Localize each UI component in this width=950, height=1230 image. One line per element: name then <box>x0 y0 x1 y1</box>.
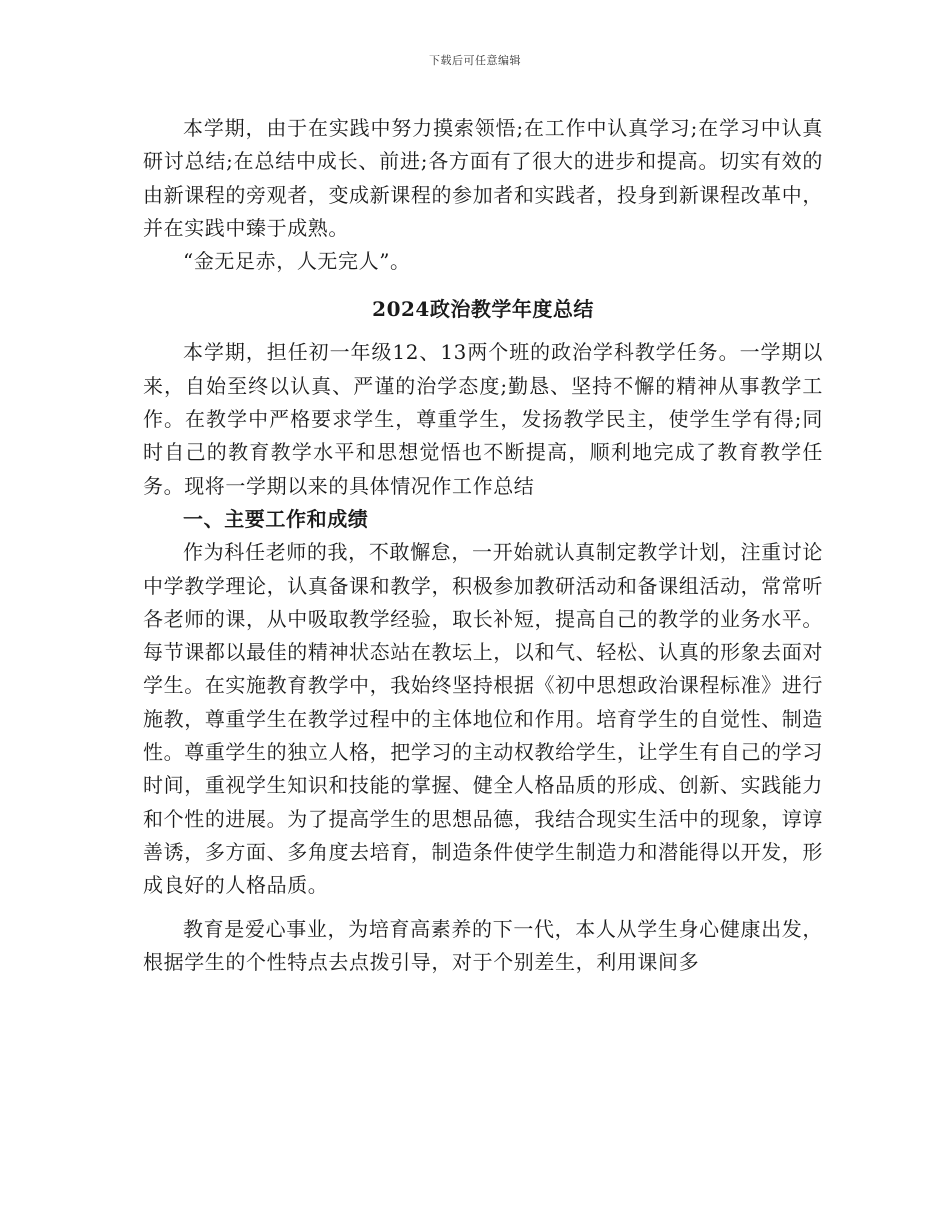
intro-paragraph: 本学期，由于在实践中努力摸索领悟;在工作中认真学习;在学习中认真研讨总结;在总结中成长、前进;各方面有了很大的进步和提高。切实有效的由新课程的旁观者，变成新课程的参加者和实践者，投身到新课程改革中，并在实践中臻于成熟。 <box>143 116 823 240</box>
quote-line: “金无足赤，人无完人”。 <box>183 249 411 274</box>
document-body <box>143 112 823 979</box>
download-note: 下载后可任意编辑 <box>429 54 521 67</box>
section-heading: 一、主要工作和成绩 <box>183 506 369 531</box>
paragraph-overview: 本学期，担任初一年级12、13两个班的政治学科教学任务。一学期以来，自始至终以认真、严谨的治学态度;勤恳、坚持不懈的精神从事教学工作。在教学中严格要求学生，尊重学生，发扬教学民主，使学生学有得;同时自己的教育教学水平和思想觉悟也不断提高，顺利地完成了教育教学任务。现将一学期以来的具体情况作工作总结 <box>143 340 823 498</box>
document-title: 2024政治教学年度总结 <box>372 297 594 322</box>
paragraph-main-work: 作为科任老师的我，不敢懈怠，一开始就认真制定教学计划，注重讨论中学教学理论，认真备课和教学，积极参加教研活动和备课组活动，常常听各老师的课，从中吸取教学经验，取长补短，提高自己的教学的业务水平。每节课都以最佳的精神状态站在教坛上，以和气、轻松、认真的形象去面对学生。在实施教育教学中，我始终坚持根据《初中思想政治课程标准》进行施教，尊重学生在教学过程中的主体地位和作用。培育学生的自觉性、制造性。尊重学生的独立人格，把学习的主动权教给学生，让学生有自己的学习时间，重视学生知识和技能的掌握、健全人格品质的形成、创新、实践能力和个性的进展。为了提高学生的思想品德，我结合现实生活中的现象，谆谆善诱，多方面、多角度去培育，制造条件使学生制造力和潜能得以开发，形成良好的人格品质。 <box>143 540 823 898</box>
paragraph-care: 教育是爱心事业，为培育高素养的下一代，本人从学生身心健康出发，根据学生的个性特点去点拨引导，对于个别差生，利用课间多 <box>143 916 823 974</box>
